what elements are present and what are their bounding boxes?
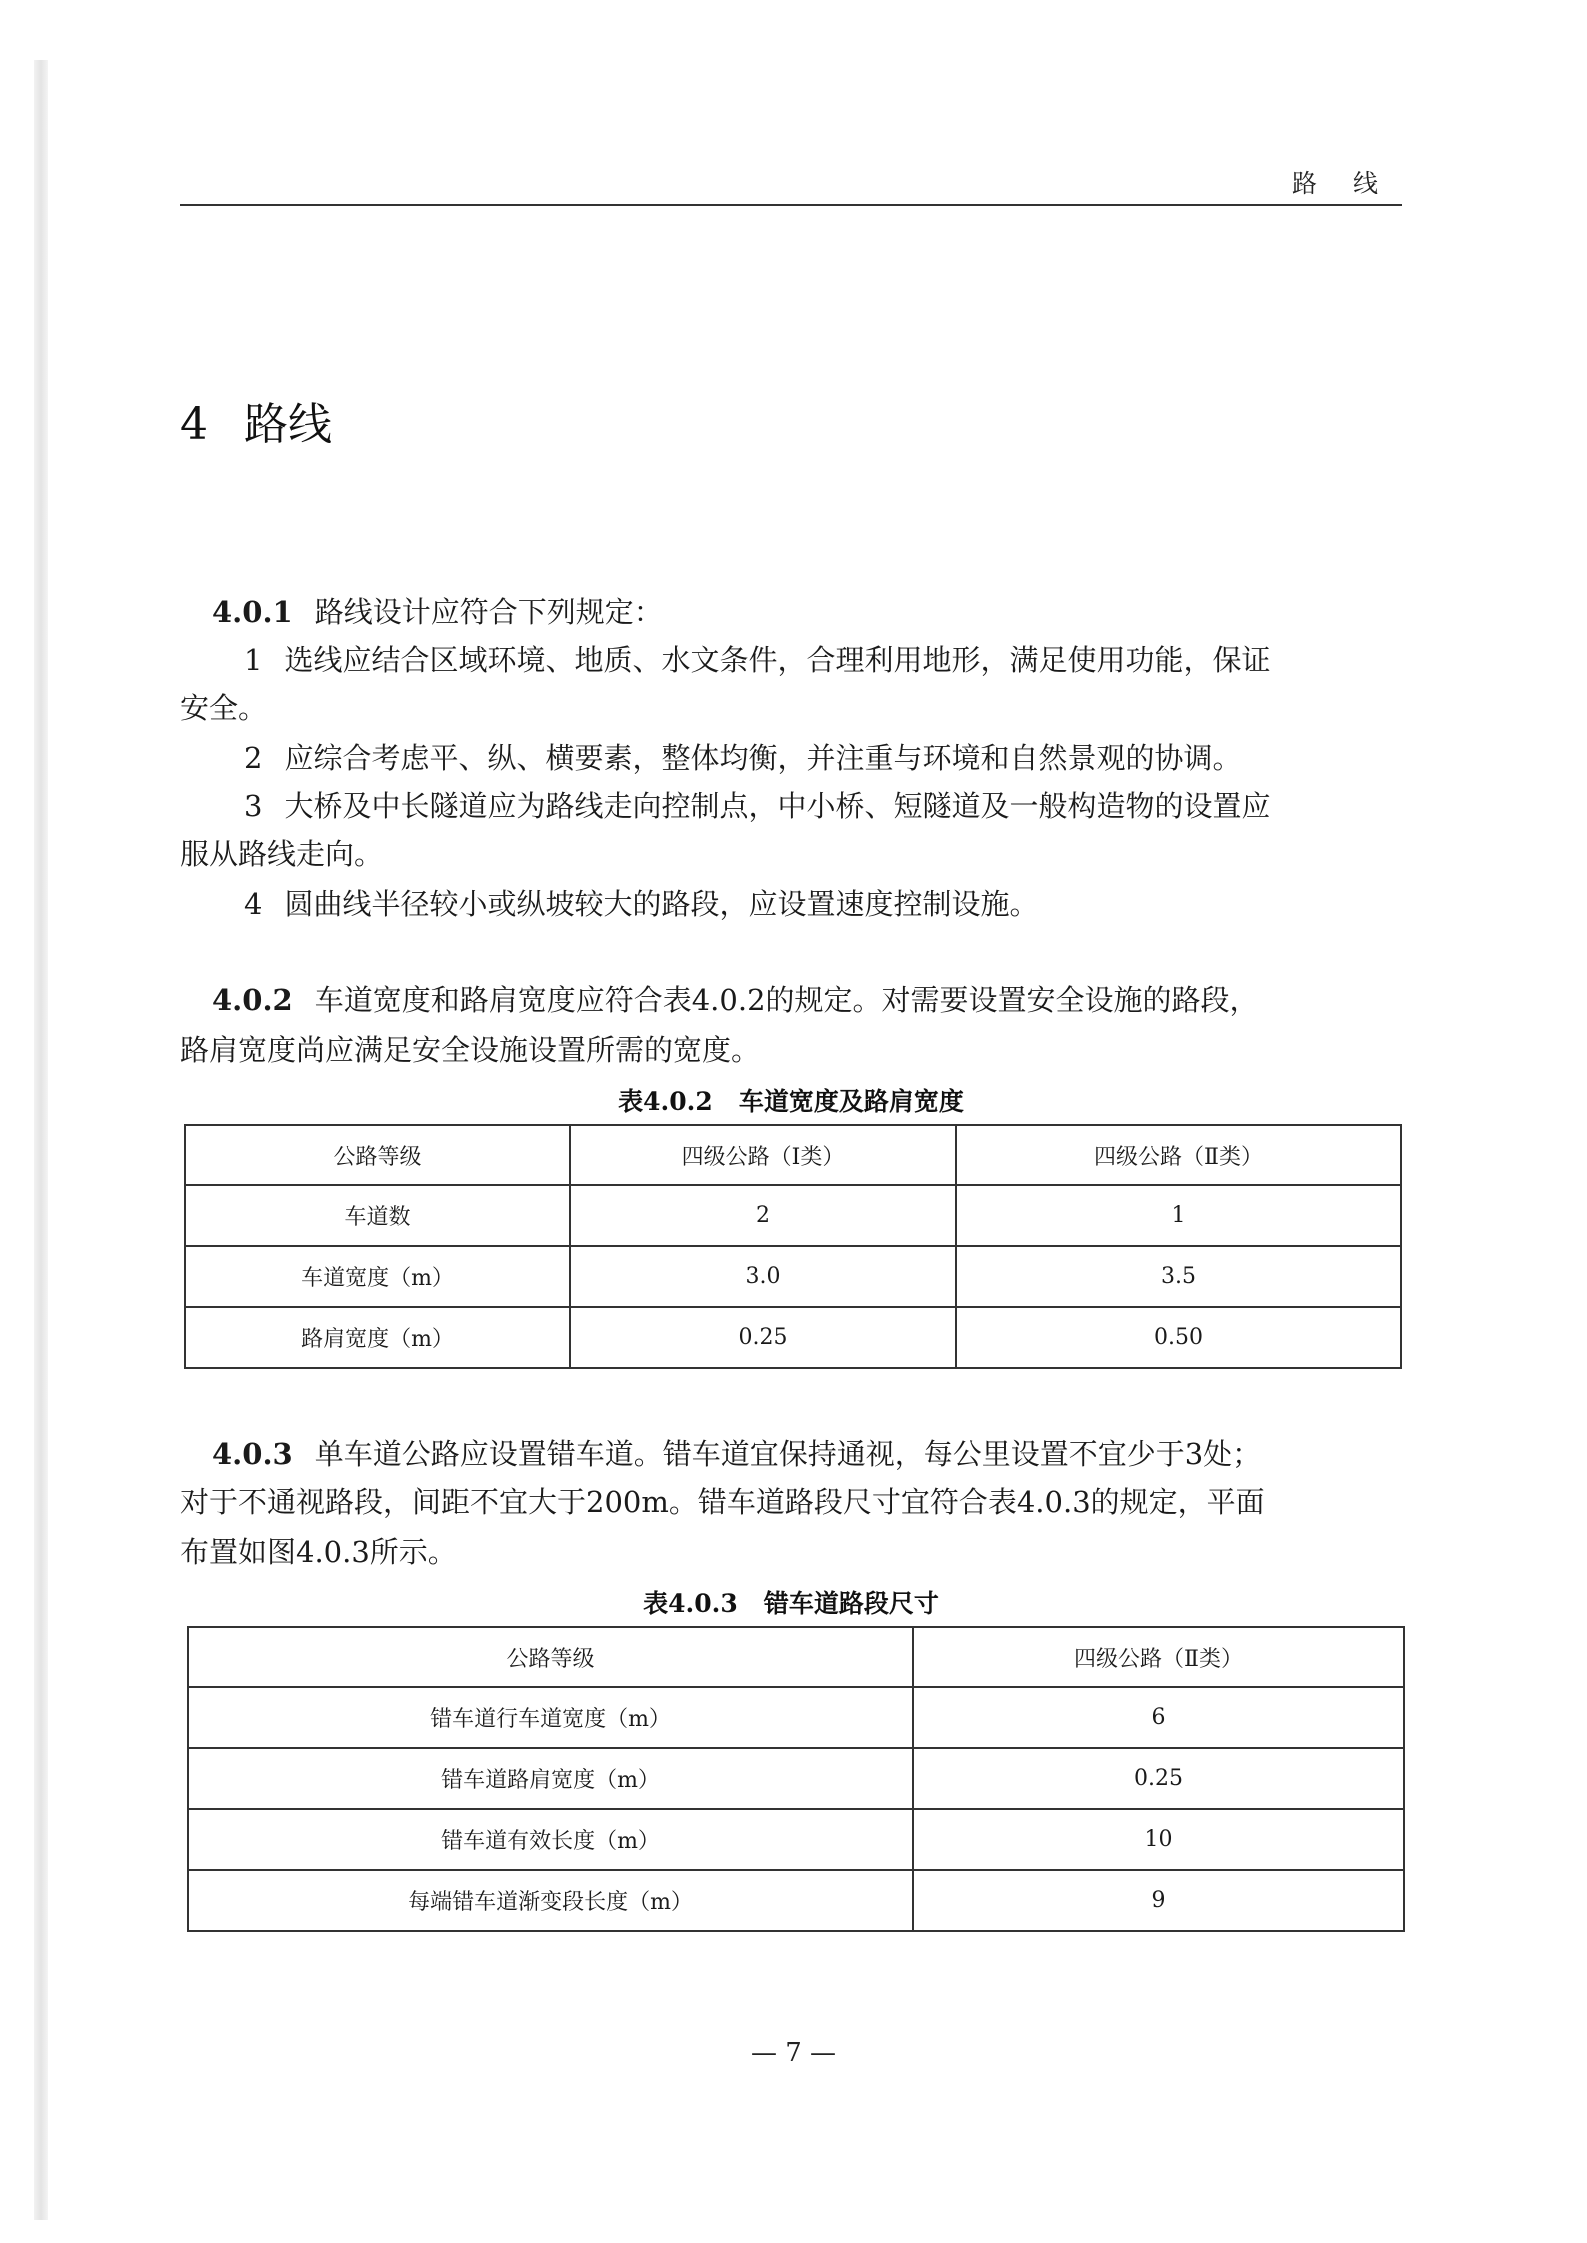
table-4-0-3 — [187, 1626, 1405, 1932]
table-caption-title: 错车道路段尺寸 — [763, 1589, 939, 1618]
running-header: 路线 — [1292, 169, 1415, 198]
clause-4-0-1-item-2 — [180, 734, 1402, 782]
table-cell: 3.5 — [956, 1246, 1401, 1307]
clause-4-0-3 — [180, 1430, 1402, 1478]
table-row — [188, 1687, 1404, 1748]
table-cell: 路肩宽度（m） — [185, 1307, 570, 1368]
item-text: 选线应结合区域环境、地质、水文条件，合理利用地形，满足使用功能，保证 — [284, 643, 1271, 677]
table-cell: 0.25 — [570, 1307, 956, 1368]
item-number: 1 — [244, 643, 263, 677]
scan-edge-shadow — [34, 60, 48, 2220]
table-cell: 错车道行车道宽度（m） — [188, 1687, 913, 1748]
table-4-0-2-caption — [180, 1082, 1402, 1118]
clause-text: 路线设计应符合下列规定： — [314, 595, 663, 629]
table-cell: 1 — [956, 1185, 1401, 1246]
item-number: 3 — [244, 789, 263, 823]
clause-text: 车道宽度和路肩宽度应符合表4.0.2的规定。对需要设置安全设施的路段， — [314, 983, 1259, 1017]
clause-4-0-3-cont-1: 对于不通视路段，间距不宜大于200m。错车道路段尺寸宜符合表4.0.3的规定，平面 — [180, 1485, 1265, 1519]
clause-4-0-2 — [180, 976, 1402, 1024]
table-row — [188, 1870, 1404, 1931]
table-row — [185, 1307, 1401, 1368]
chapter-title — [180, 388, 332, 452]
table-header-cell: 四级公路（Ⅱ类） — [913, 1627, 1404, 1687]
clause-text: 单车道公路应设置错车道。错车道宜保持通视，每公里设置不宜少于3处； — [314, 1437, 1262, 1471]
table-cell: 车道数 — [185, 1185, 570, 1246]
clause-4-0-1-item-1 — [180, 636, 1402, 684]
table-cell: 错车道有效长度（m） — [188, 1809, 913, 1870]
table-cell: 2 — [570, 1185, 956, 1246]
clause-number: 4.0.2 — [212, 983, 293, 1017]
table-cell: 错车道路肩宽度（m） — [188, 1748, 913, 1809]
table-header-cell: 四级公路（Ⅱ类） — [956, 1125, 1401, 1185]
clause-4-0-1-item-4 — [180, 880, 1402, 928]
clause-4-0-1-item-3 — [180, 782, 1402, 830]
item-number: 4 — [244, 887, 263, 921]
item-text: 应综合考虑平、纵、横要素，整体均衡，并注重与环境和自然景观的协调。 — [284, 741, 1242, 775]
table-row — [185, 1246, 1401, 1307]
table-cell: 3.0 — [570, 1246, 956, 1307]
table-cell: 0.50 — [956, 1307, 1401, 1368]
page-number: — 7 — — [750, 2038, 837, 2068]
table-4-0-3-caption — [180, 1584, 1402, 1620]
clause-number: 4.0.3 — [212, 1437, 293, 1471]
table-header-cell: 公路等级 — [185, 1125, 570, 1185]
chapter-number: 4 — [180, 399, 208, 450]
table-caption-number: 表4.0.3 — [643, 1589, 738, 1618]
clause-4-0-1-item-1-cont: 安全。 — [180, 691, 268, 725]
item-text: 圆曲线半径较小或纵坡较大的路段，应设置速度控制设施。 — [284, 887, 1039, 921]
header-rule — [180, 204, 1402, 206]
table-cell: 10 — [913, 1809, 1404, 1870]
table-row — [188, 1748, 1404, 1809]
chapter-name: 路线 — [244, 399, 332, 450]
table-row — [185, 1185, 1401, 1246]
table-header-row — [185, 1125, 1401, 1185]
table-caption-number: 表4.0.2 — [618, 1087, 713, 1116]
item-number: 2 — [244, 741, 263, 775]
clause-4-0-3-cont-2: 布置如图4.0.3所示。 — [180, 1535, 457, 1569]
clause-4-0-2-cont: 路肩宽度尚应满足安全设施设置所需的宽度。 — [180, 1033, 761, 1067]
table-header-cell: 公路等级 — [188, 1627, 913, 1687]
table-header-row — [188, 1627, 1404, 1687]
item-text: 大桥及中长隧道应为路线走向控制点，中小桥、短隧道及一般构造物的设置应 — [284, 789, 1271, 823]
table-header-cell: 四级公路（Ⅰ类） — [570, 1125, 956, 1185]
table-row — [188, 1809, 1404, 1870]
table-cell: 9 — [913, 1870, 1404, 1931]
table-cell: 0.25 — [913, 1748, 1404, 1809]
table-cell: 6 — [913, 1687, 1404, 1748]
table-cell: 每端错车道渐变段长度（m） — [188, 1870, 913, 1931]
table-cell: 车道宽度（m） — [185, 1246, 570, 1307]
table-caption-title: 车道宽度及路肩宽度 — [738, 1087, 964, 1116]
clause-number: 4.0.1 — [212, 595, 293, 629]
clause-4-0-1-intro — [180, 588, 1402, 636]
table-4-0-2 — [184, 1124, 1402, 1369]
clause-4-0-1-item-3-cont: 服从路线走向。 — [180, 837, 384, 871]
